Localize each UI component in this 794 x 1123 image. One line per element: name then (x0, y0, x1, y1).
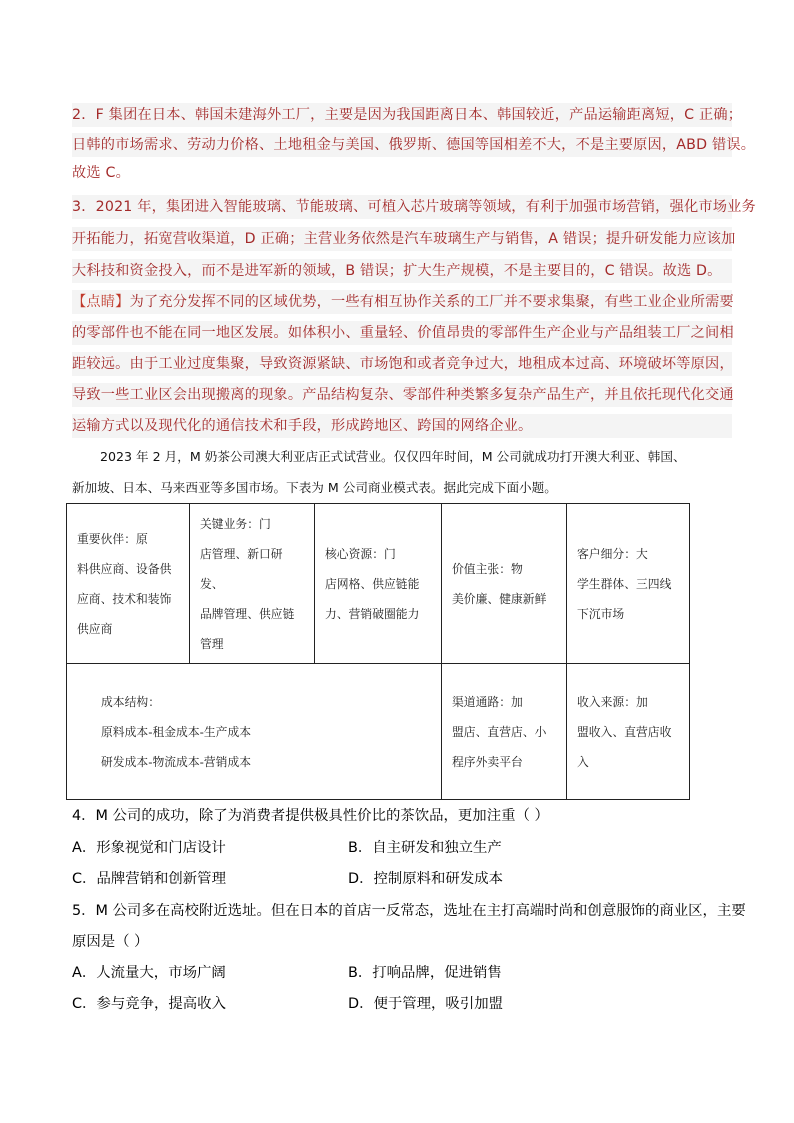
question-5-stem: 原因是（ ） (72, 934, 149, 950)
analysis-line: 3．2021 年，集团进入智能玻璃、节能玻璃、可植入芯片玻璃等领域，有利于加强市场营销，强化市场业务 (72, 195, 732, 219)
cell-text: 盟收入、直营店收 (577, 724, 672, 739)
q4-option-d[interactable]: D．控制原料和研发成本 (348, 871, 503, 887)
cell-text: 力、营销破圈能力 (325, 606, 420, 621)
analysis-line: 日韩的市场需求、劳动力价格、土地租金与美国、俄罗斯、德国等国相差不大，不是主要原因，ABD 错误。 (72, 133, 732, 157)
cell-text: 关键业务：门 (200, 516, 271, 531)
q4-option-a[interactable]: A．形象视觉和门店设计 (72, 840, 226, 856)
q5-option-a[interactable]: A．人流量大，市场广阔 (72, 965, 226, 981)
cell-text: 料供应商、设备供 (77, 561, 172, 576)
tip-line: 的零部件也不能在同一地区发展。如体积小、重量轻、价值昂贵的零部件生产企业与产品组装工厂之间相 (72, 321, 732, 345)
cell-partners (67, 504, 190, 664)
cell-text: 成本结构： (101, 694, 160, 709)
tip-line: 导致一些工业区会出现搬离的现象。产品结构复杂、零部件种类繁多复杂产品生产，并且依托现代化交通 (72, 383, 732, 407)
cell-text: 研发成本-物流成本-营销成本 (101, 754, 252, 769)
tip-first-text: 为了充分发挥不同的区域优势，一些有相互协作关系的工厂并不要求集聚，有些工业企业所需要 (129, 294, 734, 310)
cell-text: 供应商 (77, 621, 113, 636)
cell-text: 盟店、直营店、小 (452, 724, 547, 739)
cell-text: 入 (577, 754, 589, 769)
question-5-stem: 5．M 公司多在高校附近选址。但在日本的首店一反常态，选址在主打高端时尚和创意服饰的商业区，主要 (72, 903, 746, 919)
business-model-table (66, 503, 690, 800)
cell-text: 应商、技术和装饰 (77, 591, 172, 606)
cell-value (442, 504, 567, 664)
cell-text: 程序外卖平台 (452, 754, 523, 769)
question-4-stem: 4．M 公司的成功，除了为消费者提供极具性价比的茶饮品，更加注重（ ） (72, 808, 549, 824)
cell-text: 美价廉、健康新鲜 (452, 591, 547, 606)
cell-text: 店管理、新口研发、 (200, 546, 283, 591)
tip-first-line (72, 290, 732, 314)
q5-option-b[interactable]: B．打响品牌，促进销售 (348, 965, 502, 981)
cell-text: 重要伙伴：原 (77, 531, 148, 546)
tip-line: 运输方式以及现代化的通信技术和手段，形成跨地区、跨国的网络企业。 (72, 414, 732, 438)
cell-text: 品牌管理、供应链 (200, 606, 295, 621)
cell-text: 原料成本-租金成本-生产成本 (101, 724, 252, 739)
cell-text: 价值主张：物 (452, 561, 523, 576)
cell-customers (567, 504, 690, 664)
cell-text: 学生群体、三四线 (577, 576, 672, 591)
analysis-line: 开拓能力，拓宽营收渠道，D 正确；主营业务依然是汽车玻璃生产与销售，A 错误；提升研发能力应该加 (72, 227, 732, 251)
cell-text: 客户细分：大 (577, 546, 648, 561)
q4-option-b[interactable]: B．自主研发和独立生产 (348, 840, 502, 856)
tip-tag: 【点睛】 (72, 294, 130, 310)
intro-line: 2023 年 2 月，M 奶茶公司澳大利亚店正式试营业。仅仅四年时间，M 公司就成功打开澳大利亚、韩国、 (100, 449, 686, 464)
cell-text: 收入来源：加 (577, 694, 648, 709)
cell-text: 店网格、供应链能 (325, 576, 420, 591)
intro-line: 新加坡、日本、马来西亚等多国市场。下表为 M 公司商业模式表。据此完成下面小题。 (72, 480, 557, 495)
cell-costs (67, 664, 442, 800)
cell-text: 管理 (200, 636, 224, 651)
tip-line: 距较远。由于工业过度集聚，导致资源紧缺、市场饱和或者竞争过大，地租成本过高、环境破坏等原因， (72, 352, 732, 376)
analysis-line: 大科技和资金投入，而不是进军新的领域，B 错误；扩大生产规模，不是主要目的，C 错误。故选 D。 (72, 259, 732, 283)
analysis-line: 故选 C。 (72, 165, 130, 181)
cell-text: 下沉市场 (577, 606, 625, 621)
cell-text: 渠道通路：加 (452, 694, 523, 709)
cell-channels (442, 664, 567, 800)
cell-revenue (567, 664, 690, 800)
analysis-line: 2．F 集团在日本、韩国未建海外工厂，主要是因为我国距离日本、韩国较近，产品运输距离短，C 正确； (72, 103, 732, 127)
q5-option-d[interactable]: D．便于管理，吸引加盟 (348, 996, 503, 1012)
q5-option-c[interactable]: C．参与竞争，提高收入 (72, 996, 226, 1012)
q4-option-c[interactable]: C．品牌营销和创新管理 (72, 871, 226, 887)
cell-text: 核心资源：门 (325, 546, 396, 561)
cell-resources (315, 504, 442, 664)
cell-activities (190, 504, 315, 664)
